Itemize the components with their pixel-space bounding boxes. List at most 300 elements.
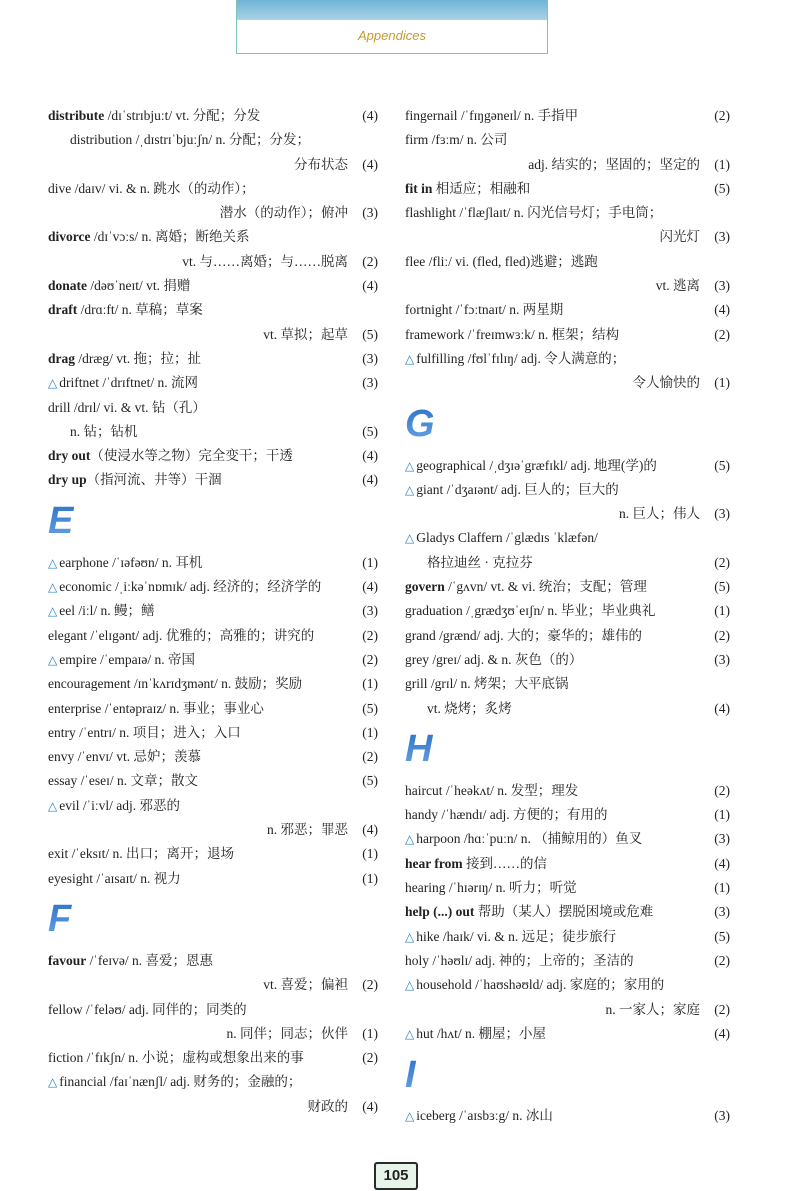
- entry-text: [405, 128, 507, 152]
- entry-text: [48, 420, 138, 444]
- glossary-entry: [48, 794, 378, 818]
- unit-number: (1): [362, 554, 378, 570]
- unit-number: (2): [362, 627, 378, 643]
- unit-number: (5): [714, 928, 730, 944]
- triangle-marker-icon: △: [48, 652, 58, 667]
- headword: hear from: [405, 855, 463, 871]
- triangle-marker-icon: △: [405, 351, 415, 366]
- triangle-marker-icon: △: [405, 531, 415, 546]
- entry-text: [220, 201, 348, 225]
- unit-number: (1): [714, 603, 730, 619]
- definition: framework /ˈfreɪmwɜːk/ n. 框架；结构: [405, 326, 620, 342]
- definition: n. 巨人；伟人: [619, 506, 700, 522]
- unit-number: (2): [362, 651, 378, 667]
- unit-number: (4): [362, 108, 378, 123]
- triangle-marker-icon: △: [405, 929, 415, 944]
- definition: encouragement /ɪnˈkʌrɪdʒmənt/ n. 鼓励；奖励: [48, 676, 303, 692]
- entry-text: [405, 648, 582, 672]
- entry-continuation: [405, 998, 730, 1022]
- triangle-marker-icon: △: [48, 580, 58, 595]
- glossary-entry: [405, 803, 730, 827]
- unit-number: (3): [714, 831, 730, 847]
- unit-number: (3): [362, 375, 378, 391]
- unit-number: (2): [714, 326, 730, 342]
- entry-text: [48, 274, 190, 298]
- definition: financial /faɪˈnænʃl/ adj. 财务的；金融的；: [59, 1074, 302, 1090]
- glossary-entry: [405, 298, 730, 322]
- unit-number: (2): [714, 1001, 730, 1017]
- definition: handy /ˈhændɪ/ adj. 方便的；有用的: [405, 807, 608, 823]
- entry-continuation: [405, 153, 730, 177]
- glossary-entry: [48, 745, 378, 769]
- triangle-marker-icon: △: [48, 555, 58, 570]
- glossary-entry: [405, 478, 730, 502]
- definition: /ˈgʌvn/ vt. & vi. 统治；支配；管理: [444, 579, 647, 595]
- definition: fingernail /ˈfɪŋgəneɪl/ n. 手指甲: [405, 108, 579, 123]
- glossary-entry: [405, 201, 730, 225]
- unit-number: (5): [714, 180, 730, 196]
- entry-text: [405, 697, 512, 721]
- headword: draft: [48, 302, 78, 318]
- glossary-entry: [405, 900, 730, 924]
- header-banner: [236, 0, 548, 54]
- glossary-entry: [405, 827, 730, 851]
- entry-text: [48, 624, 314, 648]
- glossary-column-left: [48, 104, 378, 1119]
- definition: eel /iːl/ n. 鳗；鳝: [59, 603, 155, 619]
- entry-continuation: [48, 1095, 378, 1119]
- unit-number: (4): [714, 1025, 730, 1041]
- glossary-entry: [48, 347, 378, 371]
- entry-text: [405, 526, 598, 550]
- entry-text: [48, 444, 293, 468]
- glossary-entry: [48, 128, 378, 152]
- glossary-entry: [48, 769, 378, 793]
- unit-number: (5): [714, 579, 730, 595]
- entry-text: [48, 745, 201, 769]
- entry-continuation: [48, 201, 378, 225]
- glossary-entry: [405, 250, 730, 274]
- headword: donate: [48, 278, 88, 294]
- entry-text: [660, 225, 701, 249]
- glossary-entry: [405, 347, 730, 371]
- entry-text: [405, 1104, 553, 1128]
- entry-text: [405, 201, 662, 225]
- entry-text: [48, 794, 180, 818]
- glossary-entry: [48, 697, 378, 721]
- triangle-marker-icon: △: [48, 376, 58, 391]
- definition: exit /ˈeksɪt/ n. 出口；离开；退场: [48, 846, 234, 862]
- triangle-marker-icon: △: [405, 978, 415, 993]
- definition: n. 邪恶；罪恶: [267, 822, 348, 838]
- entry-text: [405, 624, 642, 648]
- unit-number: (1): [714, 375, 730, 391]
- entry-text: [405, 925, 616, 949]
- glossary-entry: [405, 949, 730, 973]
- definition: economic /ˌiːkəˈnɒmɪk/ adj. 经济的；经济学的: [59, 579, 322, 595]
- triangle-marker-icon: △: [405, 832, 415, 847]
- definition: n. 同伴；同志；伙伴: [226, 1025, 348, 1041]
- definition: drill /drɪl/ vi. & vt. 钻（孔）: [48, 399, 206, 415]
- glossary-entry: [48, 1046, 378, 1070]
- definition: /dræg/ vt. 拖；拉；扯: [75, 350, 202, 366]
- unit-number: (2): [714, 627, 730, 643]
- entry-continuation: [48, 1022, 378, 1046]
- entry-text: [405, 803, 608, 827]
- unit-number: (4): [362, 278, 378, 294]
- section-title: Appendices: [358, 28, 426, 43]
- glossary-entry: [405, 852, 730, 876]
- definition: 令人愉快的: [632, 375, 700, 391]
- glossary-entry: [405, 925, 730, 949]
- definition: 帮助（某人）摆脱困境或危难: [474, 904, 654, 920]
- entry-text: [656, 274, 700, 298]
- glossary-entry: [48, 298, 378, 322]
- entry-text: [263, 973, 348, 997]
- glossary-entry: [405, 454, 730, 478]
- entry-text: [48, 998, 247, 1022]
- entry-text: [405, 298, 563, 322]
- entry-text: [308, 1095, 349, 1119]
- unit-number: (3): [714, 1108, 730, 1124]
- entry-text: [48, 371, 198, 395]
- glossary-entry: [48, 177, 378, 201]
- entry-text: [405, 852, 547, 876]
- definition: /dɪˈstrɪbjuːt/ vt. 分配；分发: [104, 108, 261, 123]
- entry-text: [48, 1046, 304, 1070]
- entry-text: [263, 323, 348, 347]
- definition: eyesight /ˈaɪsaɪt/ n. 视力: [48, 870, 181, 886]
- glossary-entry: [405, 697, 730, 721]
- definition: （指河流、井等）干涸: [86, 472, 222, 488]
- definition: 财政的: [307, 1098, 348, 1114]
- definition: hut /hʌt/ n. 棚屋；小屋: [416, 1025, 546, 1041]
- definition: flashlight /ˈflæʃlaɪt/ n. 闪光信号灯；手电筒；: [405, 205, 663, 221]
- definition: enterprise /ˈentəpraɪz/ n. 事业；事业心: [48, 700, 264, 716]
- entry-text: [405, 876, 577, 900]
- glossary-entry: [48, 551, 378, 575]
- definition: vt. 与……离婚；与……脱离: [182, 253, 348, 269]
- definition: grill /grɪl/ n. 烤架；大平底锅: [405, 676, 569, 692]
- entry-text: [48, 769, 198, 793]
- triangle-marker-icon: △: [48, 798, 58, 813]
- unit-number: (5): [362, 326, 378, 342]
- glossary-entry: [48, 274, 378, 298]
- headword: fit in: [405, 180, 433, 196]
- entry-text: [48, 648, 195, 672]
- entry-text: [267, 818, 348, 842]
- glossary-entry: [405, 648, 730, 672]
- glossary-entry: [405, 526, 730, 550]
- definition: fulfilling /fʊlˈfɪlɪŋ/ adj. 令人满意的；: [416, 350, 626, 366]
- definition: envy /ˈenvɪ/ vt. 忌妒；羡慕: [48, 749, 201, 765]
- unit-number: (3): [362, 603, 378, 619]
- entry-continuation: [405, 225, 730, 249]
- glossary-entry: [48, 396, 378, 420]
- definition: adj. 结实的；坚固的；坚定的: [528, 156, 700, 172]
- glossary-entry: [48, 998, 378, 1022]
- glossary-entry: [48, 599, 378, 623]
- headword: dry out: [48, 448, 91, 464]
- entry-continuation: [48, 973, 378, 997]
- entry-continuation: [48, 153, 378, 177]
- unit-number: (1): [362, 724, 378, 740]
- entry-text: [48, 396, 206, 420]
- glossary-entry: [48, 468, 378, 492]
- entry-text: [405, 347, 625, 371]
- definition: driftnet /ˈdrɪftnet/ n. 流网: [59, 375, 198, 391]
- definition: empire /ˈempaɪə/ n. 帝国: [59, 651, 195, 667]
- definition: grand /grænd/ adj. 大的；豪华的；雄伟的: [405, 627, 642, 643]
- entry-text: [528, 153, 700, 177]
- definition: distribution /ˌdɪstrɪˈbjuːʃn/ n. 分配；分发；: [70, 132, 310, 148]
- definition: fellow /ˈfeləʊ/ adj. 同伴的；同类的: [48, 1001, 247, 1017]
- definition: entry /ˈentrɪ/ n. 项目；进入；入口: [48, 724, 241, 740]
- entry-text: [405, 104, 578, 128]
- unit-number: (2): [362, 253, 378, 269]
- definition: （使浸水等之物）完全变干；干透: [90, 448, 293, 464]
- unit-number: (3): [714, 229, 730, 245]
- definition: n. 钻；钻机: [70, 423, 138, 439]
- glossary-entry: [405, 876, 730, 900]
- glossary-entry: [48, 842, 378, 866]
- glossary-entry: [405, 575, 730, 599]
- unit-number: (4): [362, 448, 378, 464]
- section-letter: E: [48, 493, 378, 551]
- entry-text: [48, 599, 154, 623]
- glossary-entry: [405, 177, 730, 201]
- entry-text: [405, 973, 664, 997]
- entry-text: [48, 721, 241, 745]
- definition: /dəʊˈneɪt/ vt. 捐赠: [87, 278, 191, 294]
- glossary-entry: [48, 1070, 378, 1094]
- triangle-marker-icon: △: [405, 1109, 415, 1124]
- section-letter: G: [405, 396, 730, 454]
- definition: geographical /ˌdʒɪəˈgræfɪkl/ adj. 地理(学)的: [416, 457, 657, 473]
- definition: vt. 喜爱；偏袒: [263, 977, 348, 993]
- headword: distribute: [48, 108, 105, 123]
- unit-number: (3): [362, 205, 378, 221]
- definition: vt. 烧烤；炙烤: [427, 700, 512, 716]
- definition: giant /ˈdʒaɪənt/ adj. 巨人的；巨大的: [416, 481, 619, 497]
- entry-text: [48, 575, 321, 599]
- definition: grey /greɪ/ adj. & n. 灰色（的）: [405, 651, 583, 667]
- entry-text: [48, 225, 250, 249]
- entry-continuation: [405, 502, 730, 526]
- entry-text: [405, 478, 619, 502]
- entry-text: [48, 842, 234, 866]
- entry-text: [405, 177, 530, 201]
- entry-text: [405, 551, 533, 575]
- unit-number: (5): [362, 700, 378, 716]
- unit-number: (3): [714, 904, 730, 920]
- definition: earphone /ˈɪəfəʊn/ n. 耳机: [59, 554, 203, 570]
- glossary-entry: [405, 128, 730, 152]
- unit-number: (3): [362, 350, 378, 366]
- entry-text: [633, 371, 701, 395]
- unit-number: (5): [362, 773, 378, 789]
- glossary-entry: [405, 1104, 730, 1128]
- entry-text: [48, 949, 213, 973]
- unit-number: (4): [714, 855, 730, 871]
- section-letter: F: [48, 891, 378, 949]
- definition: harpoon /hɑːˈpuːn/ n. （捕鲸用的）鱼叉: [416, 831, 643, 847]
- unit-number: (5): [362, 423, 378, 439]
- glossary-entry: [405, 672, 730, 696]
- definition: haircut /ˈheəkʌt/ n. 发型；理发: [405, 782, 579, 798]
- definition: household /ˈhaʊshəʊld/ adj. 家庭的；家用的: [416, 977, 665, 993]
- glossary-entry: [48, 672, 378, 696]
- glossary-entry: [405, 551, 730, 575]
- entry-text: [405, 827, 642, 851]
- entry-text: [405, 250, 598, 274]
- unit-number: (1): [714, 880, 730, 896]
- glossary-entry: [405, 624, 730, 648]
- headword: govern: [405, 579, 445, 595]
- unit-number: (2): [714, 782, 730, 798]
- definition: /ˈfeɪvə/ n. 喜爱；恩惠: [86, 952, 213, 968]
- definition: /dɪˈvɔːs/ n. 离婚；断绝关系: [90, 229, 250, 245]
- definition: dive /daɪv/ vi. & n. 跳水（的动作）；: [48, 180, 255, 196]
- glossary-entry: [48, 444, 378, 468]
- header-image: [237, 0, 547, 20]
- triangle-marker-icon: △: [48, 604, 58, 619]
- unit-number: (1): [714, 807, 730, 823]
- glossary-entry: [48, 624, 378, 648]
- glossary-entry: [405, 1022, 730, 1046]
- definition: 格拉迪丝 · 克拉芬: [427, 554, 533, 570]
- entry-text: [48, 672, 302, 696]
- glossary-entry: [48, 949, 378, 973]
- glossary-entry: [405, 779, 730, 803]
- glossary-entry: [48, 225, 378, 249]
- unit-number: (1): [362, 676, 378, 692]
- definition: firm /fɜːm/ n. 公司: [405, 132, 508, 148]
- unit-number: (4): [362, 822, 378, 838]
- glossary-entry: [48, 575, 378, 599]
- unit-number: (4): [362, 1098, 378, 1114]
- entry-text: [619, 502, 700, 526]
- entry-text: [606, 998, 701, 1022]
- triangle-marker-icon: △: [405, 1026, 415, 1041]
- headword: divorce: [48, 229, 91, 245]
- definition: vt. 逃离: [655, 278, 700, 294]
- entry-text: [48, 128, 310, 152]
- triangle-marker-icon: △: [48, 1075, 58, 1090]
- unit-number: (5): [714, 457, 730, 473]
- definition: evil /ˈiːvl/ adj. 邪恶的: [59, 797, 180, 813]
- entry-text: [48, 104, 260, 128]
- entry-text: [48, 867, 181, 891]
- entry-continuation: [405, 274, 730, 298]
- entry-text: [48, 468, 222, 492]
- triangle-marker-icon: △: [405, 482, 415, 497]
- entry-text: [48, 551, 202, 575]
- entry-text: [48, 177, 255, 201]
- unit-number: (3): [714, 506, 730, 522]
- headword: dry up: [48, 472, 87, 488]
- entry-text: [48, 697, 264, 721]
- definition: 潜水（的动作）；俯冲: [219, 205, 348, 221]
- unit-number: (1): [362, 1025, 378, 1041]
- entry-continuation: [48, 250, 378, 274]
- definition: essay /ˈeseɪ/ n. 文章；散文: [48, 773, 198, 789]
- unit-number: (3): [714, 651, 730, 667]
- definition: hearing /ˈhɪərɪŋ/ n. 听力；听觉: [405, 880, 577, 896]
- entry-text: [405, 779, 578, 803]
- section-letter: H: [405, 721, 730, 779]
- definition: Gladys Claffern /ˈglædɪs ˈklæfən/: [416, 530, 598, 546]
- entry-text: [405, 949, 634, 973]
- page-number: 105: [374, 1162, 418, 1190]
- entry-continuation: [405, 371, 730, 395]
- unit-number: (4): [714, 302, 730, 318]
- entry-continuation: [48, 818, 378, 842]
- unit-number: (2): [714, 952, 730, 968]
- definition: hike /haɪk/ vi. & n. 远足；徒步旅行: [416, 928, 617, 944]
- entry-text: [405, 1022, 546, 1046]
- unit-number: (2): [362, 1050, 378, 1066]
- unit-number: (4): [362, 579, 378, 595]
- definition: vt. 草拟；起草: [263, 326, 348, 342]
- unit-number: (2): [362, 749, 378, 765]
- entry-text: [48, 347, 201, 371]
- unit-number: (2): [362, 977, 378, 993]
- definition: n. 一家人；家庭: [605, 1001, 700, 1017]
- entry-text: [405, 599, 655, 623]
- glossary-entry: [48, 420, 378, 444]
- definition: /drɑːft/ n. 草稿；草案: [77, 302, 203, 318]
- entry-text: [227, 1022, 349, 1046]
- definition: 相适应；相融和: [432, 180, 531, 196]
- entry-text: [405, 575, 647, 599]
- unit-number: (1): [362, 870, 378, 886]
- definition: holy /ˈhəʊlɪ/ adj. 神的；上帝的；圣洁的: [405, 952, 634, 968]
- unit-number: (2): [714, 108, 730, 123]
- glossary-column-right: [405, 104, 730, 1128]
- glossary-entry: [48, 867, 378, 891]
- headword: help (...) out: [405, 904, 475, 920]
- definition: graduation /ˌgrædʒʊˈeɪʃn/ n. 毕业；毕业典礼: [405, 603, 656, 619]
- unit-number: (4): [362, 472, 378, 488]
- entry-text: [405, 672, 569, 696]
- unit-number: (3): [714, 278, 730, 294]
- entry-text: [294, 153, 348, 177]
- definition: iceberg /ˈaɪsbɜːg/ n. 冰山: [416, 1108, 553, 1124]
- definition: elegant /ˈelɪgənt/ adj. 优雅的；高雅的；讲究的: [48, 627, 315, 643]
- entry-text: [405, 454, 657, 478]
- entry-text: [48, 1070, 301, 1094]
- headword: favour: [48, 952, 87, 968]
- glossary-entry: [405, 323, 730, 347]
- glossary-entry: [405, 973, 730, 997]
- entry-continuation: [48, 323, 378, 347]
- definition: flee /fliː/ vi. (fled, fled)逃避；逃跑: [405, 253, 598, 269]
- unit-number: (1): [362, 846, 378, 862]
- definition: fortnight /ˈfɔːtnaɪt/ n. 两星期: [405, 302, 564, 318]
- glossary-entry: [405, 104, 730, 128]
- glossary-entry: [48, 648, 378, 672]
- definition: 接到……的信: [462, 855, 547, 871]
- definition: 闪光灯: [659, 229, 700, 245]
- glossary-entry: [405, 599, 730, 623]
- unit-number: (2): [714, 554, 730, 570]
- entry-text: [182, 250, 348, 274]
- glossary-entry: [48, 371, 378, 395]
- glossary-entry: [48, 721, 378, 745]
- entry-text: [405, 323, 619, 347]
- unit-number: (4): [362, 156, 378, 172]
